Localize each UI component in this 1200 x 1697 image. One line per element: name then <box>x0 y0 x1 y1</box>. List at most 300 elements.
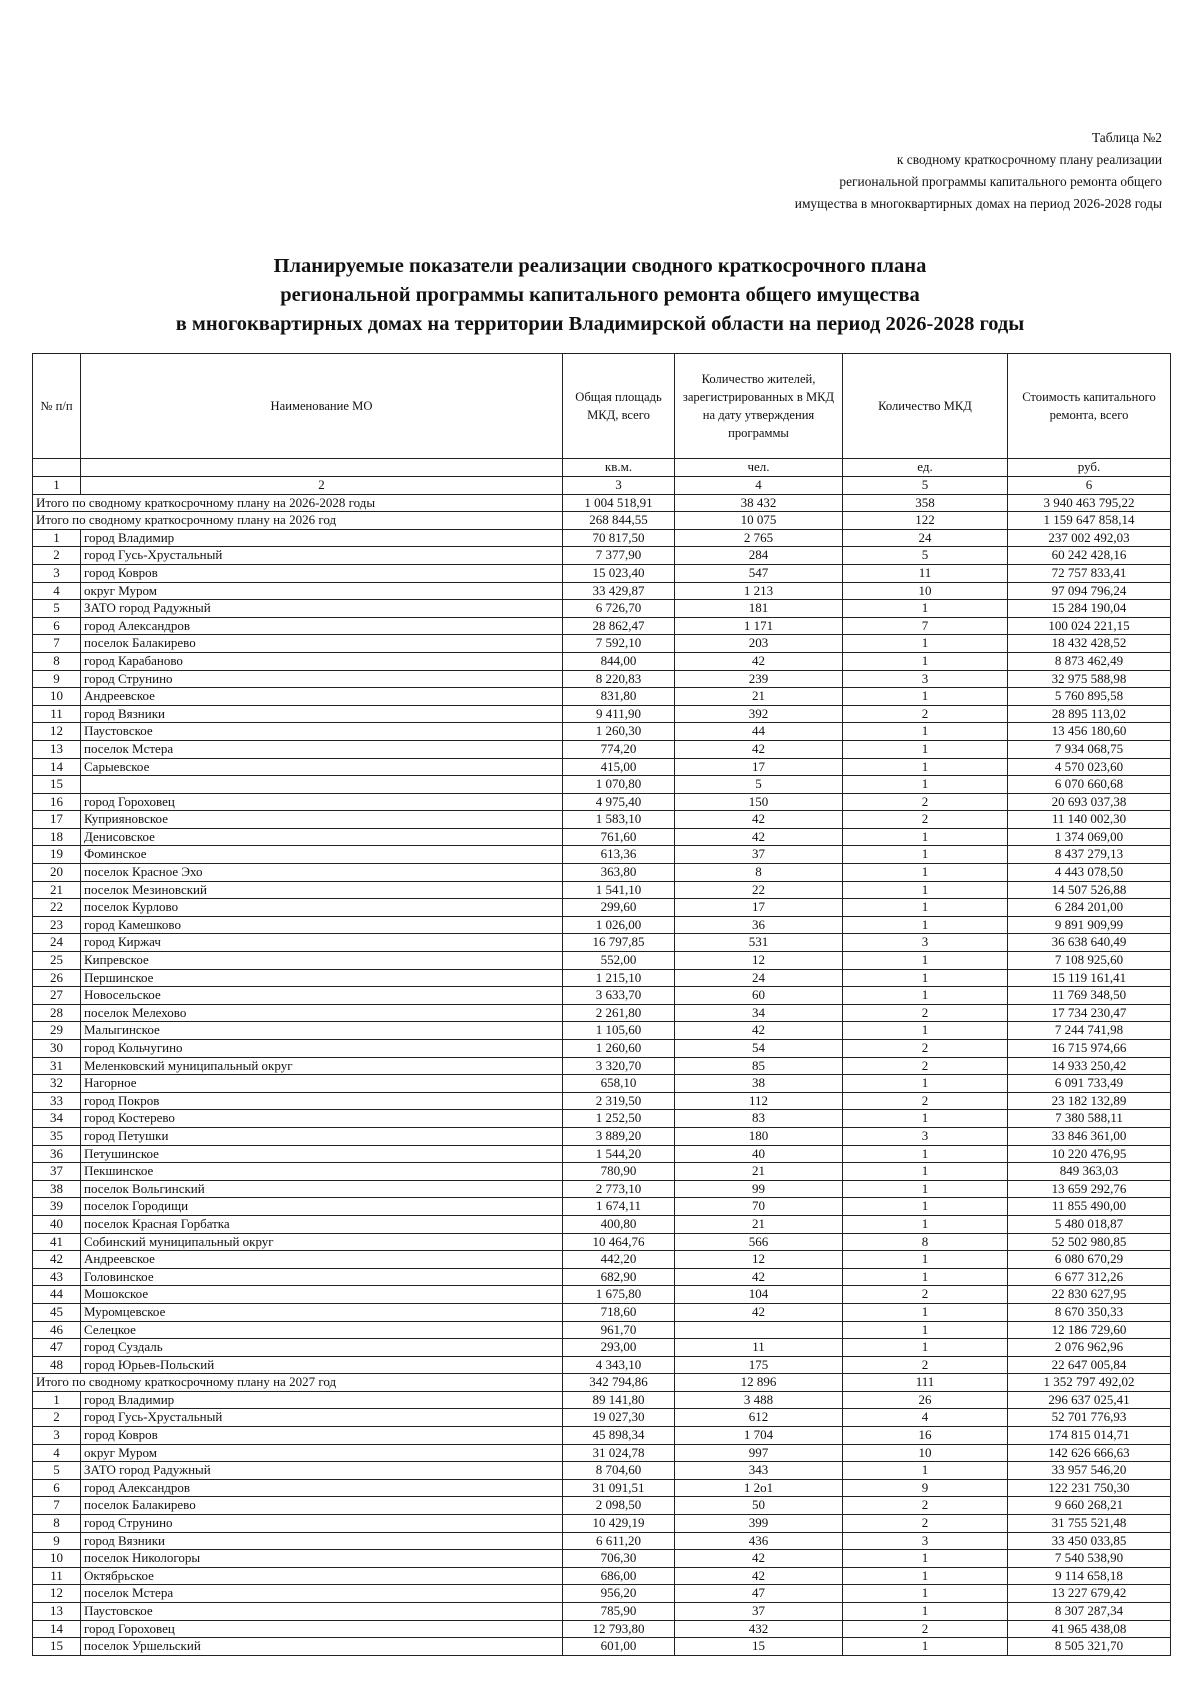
mkd-count-value: 1 <box>843 864 1008 882</box>
mkd-count-value: 1 <box>843 1251 1008 1269</box>
cost-value: 11 855 490,00 <box>1008 1198 1171 1216</box>
table-row <box>33 1004 1171 1022</box>
table-row <box>33 776 1171 794</box>
municipality-name: Першинское <box>81 969 563 987</box>
municipality-name: Мошокское <box>81 1286 563 1304</box>
cost-value: 5 480 018,87 <box>1008 1215 1171 1233</box>
cost-value: 15 119 161,41 <box>1008 969 1171 987</box>
unit-cell: чел. <box>675 459 843 477</box>
table-row <box>33 1303 1171 1321</box>
cost-value: 17 734 230,47 <box>1008 1004 1171 1022</box>
area-value: 2 773,10 <box>563 1180 675 1198</box>
table-row <box>33 1532 1171 1550</box>
table-row <box>33 1479 1171 1497</box>
residents-value: 42 <box>675 652 843 670</box>
table-row <box>33 1040 1171 1058</box>
area-value: 780,90 <box>563 1163 675 1181</box>
row-number: 25 <box>33 952 81 970</box>
row-number: 31 <box>33 1057 81 1075</box>
mkd-count-value: 1 <box>843 1075 1008 1093</box>
residents-value: 22 <box>675 881 843 899</box>
residents-value: 343 <box>675 1462 843 1480</box>
annex-note <box>562 127 1162 215</box>
residents-value: 34 <box>675 1004 843 1022</box>
residents-value: 1 704 <box>675 1427 843 1445</box>
municipality-name: город Суздаль <box>81 1339 563 1357</box>
municipality-name: Андреевское <box>81 688 563 706</box>
area-value: 785,90 <box>563 1603 675 1621</box>
unit-cell: руб. <box>1008 459 1171 477</box>
cost-value: 6 091 733,49 <box>1008 1075 1171 1093</box>
mkd-count-value: 1 <box>843 1303 1008 1321</box>
area-value: 1 674,11 <box>563 1198 675 1216</box>
mkd-count-value: 2 <box>843 1040 1008 1058</box>
table-row <box>33 1462 1171 1480</box>
row-number: 41 <box>33 1233 81 1251</box>
annex-line-3: региональной программы капитального ремонта общего <box>839 174 1162 189</box>
cost-value: 3 940 463 795,22 <box>1008 494 1171 512</box>
area-value: 1 675,80 <box>563 1286 675 1304</box>
cost-value: 60 242 428,16 <box>1008 547 1171 565</box>
cost-value: 7 380 588,11 <box>1008 1110 1171 1128</box>
area-value: 293,00 <box>563 1339 675 1357</box>
area-value: 1 541,10 <box>563 881 675 899</box>
cost-value: 14 507 526,88 <box>1008 881 1171 899</box>
cost-value: 8 307 287,34 <box>1008 1603 1171 1621</box>
cost-value: 23 182 132,89 <box>1008 1092 1171 1110</box>
table-row <box>33 1603 1171 1621</box>
table-row <box>33 1391 1171 1409</box>
mkd-count-value: 1 <box>843 1268 1008 1286</box>
cost-value: 8 505 321,70 <box>1008 1638 1171 1656</box>
table-row <box>33 1092 1171 1110</box>
residents-value: 566 <box>675 1233 843 1251</box>
table-row <box>33 1321 1171 1339</box>
unit-cell: кв.м. <box>563 459 675 477</box>
mkd-count-value: 1 <box>843 1215 1008 1233</box>
residents-value: 181 <box>675 600 843 618</box>
residents-value: 21 <box>675 1215 843 1233</box>
residents-value: 239 <box>675 670 843 688</box>
table-body <box>33 494 1171 1655</box>
area-value: 961,70 <box>563 1321 675 1339</box>
residents-value: 175 <box>675 1356 843 1374</box>
table-row <box>33 864 1171 882</box>
cost-value: 11 140 002,30 <box>1008 811 1171 829</box>
mkd-count-value: 7 <box>843 617 1008 635</box>
row-number: 10 <box>33 1550 81 1568</box>
mkd-count-value: 1 <box>843 1339 1008 1357</box>
cost-value: 11 769 348,50 <box>1008 987 1171 1005</box>
row-number: 24 <box>33 934 81 952</box>
residents-value: 42 <box>675 1268 843 1286</box>
residents-value: 15 <box>675 1638 843 1656</box>
table-row <box>33 758 1171 776</box>
residents-value: 399 <box>675 1515 843 1533</box>
cost-value: 15 284 190,04 <box>1008 600 1171 618</box>
area-value: 12 793,80 <box>563 1620 675 1638</box>
cost-value: 6 080 670,29 <box>1008 1251 1171 1269</box>
row-number: 12 <box>33 1585 81 1603</box>
table-row <box>33 617 1171 635</box>
municipality-name <box>81 776 563 794</box>
row-number: 46 <box>33 1321 81 1339</box>
area-value: 10 464,76 <box>563 1233 675 1251</box>
area-value: 2 098,50 <box>563 1497 675 1515</box>
municipality-name: город Кольчугино <box>81 1040 563 1058</box>
row-number: 14 <box>33 758 81 776</box>
row-number: 6 <box>33 617 81 635</box>
mkd-count-value: 1 <box>843 776 1008 794</box>
area-value: 682,90 <box>563 1268 675 1286</box>
municipality-name: Нагорное <box>81 1075 563 1093</box>
mkd-count-value: 2 <box>843 1057 1008 1075</box>
mkd-count-value: 11 <box>843 564 1008 582</box>
indicators-table <box>32 353 1171 1656</box>
residents-value: 12 896 <box>675 1374 843 1392</box>
row-number: 45 <box>33 1303 81 1321</box>
area-value: 1 583,10 <box>563 811 675 829</box>
municipality-name: город Струнино <box>81 1515 563 1533</box>
total-row <box>33 512 1171 530</box>
residents-value: 42 <box>675 1303 843 1321</box>
cost-value: 22 647 005,84 <box>1008 1356 1171 1374</box>
residents-value: 1 2о1 <box>675 1479 843 1497</box>
mkd-count-value: 1 <box>843 1180 1008 1198</box>
municipality-name: город Камешково <box>81 916 563 934</box>
row-number: 15 <box>33 1638 81 1656</box>
cost-value: 33 957 546,20 <box>1008 1462 1171 1480</box>
residents-value: 432 <box>675 1620 843 1638</box>
cost-value: 174 815 014,71 <box>1008 1427 1171 1445</box>
table-row <box>33 1145 1171 1163</box>
municipality-name: город Вязники <box>81 1532 563 1550</box>
cost-value: 13 659 292,76 <box>1008 1180 1171 1198</box>
cost-value: 142 626 666,63 <box>1008 1444 1171 1462</box>
municipality-name: Денисовское <box>81 828 563 846</box>
municipality-name: поселок Красное Эхо <box>81 864 563 882</box>
table-row <box>33 1567 1171 1585</box>
cost-value: 7 108 925,60 <box>1008 952 1171 970</box>
mkd-count-value: 2 <box>843 1004 1008 1022</box>
municipality-name: Новосельское <box>81 987 563 1005</box>
municipality-name: город Струнино <box>81 670 563 688</box>
table-row <box>33 1075 1171 1093</box>
row-number: 40 <box>33 1215 81 1233</box>
table-row <box>33 793 1171 811</box>
title-line-1: Планируемые показатели реализации сводного краткосрочного плана <box>273 255 927 277</box>
total-row <box>33 494 1171 512</box>
residents-value: 42 <box>675 1567 843 1585</box>
area-value: 831,80 <box>563 688 675 706</box>
row-number: 21 <box>33 881 81 899</box>
cost-value: 4 443 078,50 <box>1008 864 1171 882</box>
row-number: 35 <box>33 1127 81 1145</box>
area-value: 363,80 <box>563 864 675 882</box>
cost-value: 7 244 741,98 <box>1008 1022 1171 1040</box>
row-number: 38 <box>33 1180 81 1198</box>
area-value: 33 429,87 <box>563 582 675 600</box>
table-header-row <box>33 354 1171 459</box>
mkd-count-value: 1 <box>843 1462 1008 1480</box>
municipality-name: Октябрьское <box>81 1567 563 1585</box>
mkd-count-value: 1 <box>843 1321 1008 1339</box>
cost-value: 10 220 476,95 <box>1008 1145 1171 1163</box>
residents-value: 40 <box>675 1145 843 1163</box>
table-colnum-row <box>33 477 1171 495</box>
area-value: 658,10 <box>563 1075 675 1093</box>
table-row <box>33 846 1171 864</box>
area-value: 552,00 <box>563 952 675 970</box>
cost-value: 8 670 350,33 <box>1008 1303 1171 1321</box>
row-number: 36 <box>33 1145 81 1163</box>
residents-value: 531 <box>675 934 843 952</box>
row-number: 16 <box>33 793 81 811</box>
municipality-name: поселок Мстера <box>81 1585 563 1603</box>
mkd-count-value: 1 <box>843 846 1008 864</box>
municipality-name: поселок Красная Горбатка <box>81 1215 563 1233</box>
area-value: 686,00 <box>563 1567 675 1585</box>
mkd-count-value: 1 <box>843 1145 1008 1163</box>
row-number: 1 <box>33 529 81 547</box>
mkd-count-value: 2 <box>843 705 1008 723</box>
colnum-cell: 6 <box>1008 477 1171 495</box>
mkd-count-value: 2 <box>843 1515 1008 1533</box>
area-value: 16 797,85 <box>563 934 675 952</box>
area-value: 1 105,60 <box>563 1022 675 1040</box>
header-number: № п/п <box>33 354 81 459</box>
residents-value: 42 <box>675 1022 843 1040</box>
table-units-row <box>33 459 1171 477</box>
area-value: 442,20 <box>563 1251 675 1269</box>
residents-value: 42 <box>675 811 843 829</box>
municipality-name: город Карабаново <box>81 652 563 670</box>
cost-value: 13 227 679,42 <box>1008 1585 1171 1603</box>
municipality-name: город Александров <box>81 1479 563 1497</box>
municipality-name: Андреевское <box>81 1251 563 1269</box>
municipality-name: Фоминское <box>81 846 563 864</box>
row-number: 12 <box>33 723 81 741</box>
area-value: 706,30 <box>563 1550 675 1568</box>
table-row <box>33 582 1171 600</box>
annex-line-2: к сводному краткосрочному плану реализации <box>896 152 1162 167</box>
mkd-count-value: 1 <box>843 881 1008 899</box>
cost-value: 33 450 033,85 <box>1008 1532 1171 1550</box>
mkd-count-value: 122 <box>843 512 1008 530</box>
row-number: 19 <box>33 846 81 864</box>
mkd-count-value: 1 <box>843 1022 1008 1040</box>
total-label: Итого по сводному краткосрочному плану на 2026 год <box>33 512 563 530</box>
area-value: 45 898,34 <box>563 1427 675 1445</box>
area-value: 1 260,30 <box>563 723 675 741</box>
area-value: 718,60 <box>563 1303 675 1321</box>
mkd-count-value: 1 <box>843 987 1008 1005</box>
area-value: 4 975,40 <box>563 793 675 811</box>
area-value: 299,60 <box>563 899 675 917</box>
table-row <box>33 635 1171 653</box>
area-value: 1 260,60 <box>563 1040 675 1058</box>
header-area: Общая площадь МКД, всего <box>563 354 675 459</box>
header-cost: Стоимость капитального ремонта, всего <box>1008 354 1171 459</box>
row-number: 47 <box>33 1339 81 1357</box>
residents-value: 99 <box>675 1180 843 1198</box>
row-number: 2 <box>33 1409 81 1427</box>
table-row <box>33 1638 1171 1656</box>
row-number: 23 <box>33 916 81 934</box>
row-number: 15 <box>33 776 81 794</box>
cost-value: 52 701 776,93 <box>1008 1409 1171 1427</box>
table-row <box>33 952 1171 970</box>
cost-value: 1 352 797 492,02 <box>1008 1374 1171 1392</box>
table-row <box>33 1233 1171 1251</box>
cost-value: 12 186 729,60 <box>1008 1321 1171 1339</box>
table-row <box>33 1356 1171 1374</box>
table-row <box>33 564 1171 582</box>
cost-value: 97 094 796,24 <box>1008 582 1171 600</box>
total-label: Итого по сводному краткосрочному плану на 2027 год <box>33 1374 563 1392</box>
colnum-cell: 5 <box>843 477 1008 495</box>
municipality-name: Головинское <box>81 1268 563 1286</box>
municipality-name: округ Муром <box>81 1444 563 1462</box>
cost-value: 5 760 895,58 <box>1008 688 1171 706</box>
table-row <box>33 1110 1171 1128</box>
residents-value: 42 <box>675 740 843 758</box>
colnum-cell: 3 <box>563 477 675 495</box>
row-number: 14 <box>33 1620 81 1638</box>
mkd-count-value: 24 <box>843 529 1008 547</box>
municipality-name: поселок Уршельский <box>81 1638 563 1656</box>
table-row <box>33 723 1171 741</box>
residents-value: 21 <box>675 1163 843 1181</box>
area-value: 601,00 <box>563 1638 675 1656</box>
mkd-count-value: 3 <box>843 934 1008 952</box>
unit-cell <box>33 459 81 477</box>
mkd-count-value: 2 <box>843 793 1008 811</box>
unit-cell <box>81 459 563 477</box>
residents-value: 83 <box>675 1110 843 1128</box>
residents-value: 5 <box>675 776 843 794</box>
mkd-count-value: 9 <box>843 1479 1008 1497</box>
table-row <box>33 1286 1171 1304</box>
mkd-count-value: 3 <box>843 1127 1008 1145</box>
area-value: 400,80 <box>563 1215 675 1233</box>
row-number: 11 <box>33 705 81 723</box>
area-value: 3 889,20 <box>563 1127 675 1145</box>
municipality-name: город Ковров <box>81 1427 563 1445</box>
cost-value: 41 965 438,08 <box>1008 1620 1171 1638</box>
table-row <box>33 600 1171 618</box>
municipality-name: Сарыевское <box>81 758 563 776</box>
colnum-cell: 4 <box>675 477 843 495</box>
table-row <box>33 1515 1171 1533</box>
row-number: 42 <box>33 1251 81 1269</box>
residents-value: 85 <box>675 1057 843 1075</box>
area-value: 28 862,47 <box>563 617 675 635</box>
row-number: 39 <box>33 1198 81 1216</box>
mkd-count-value: 3 <box>843 670 1008 688</box>
mkd-count-value: 1 <box>843 1603 1008 1621</box>
area-value: 2 319,50 <box>563 1092 675 1110</box>
area-value: 1 026,00 <box>563 916 675 934</box>
residents-value: 612 <box>675 1409 843 1427</box>
residents-value: 44 <box>675 723 843 741</box>
table-row <box>33 1585 1171 1603</box>
table-row <box>33 1057 1171 1075</box>
mkd-count-value: 1 <box>843 1638 1008 1656</box>
row-number: 9 <box>33 1532 81 1550</box>
mkd-count-value: 1 <box>843 688 1008 706</box>
mkd-count-value: 111 <box>843 1374 1008 1392</box>
cost-value: 72 757 833,41 <box>1008 564 1171 582</box>
area-value: 6 726,70 <box>563 600 675 618</box>
municipality-name: Меленковский муниципальный округ <box>81 1057 563 1075</box>
residents-value: 104 <box>675 1286 843 1304</box>
residents-value: 47 <box>675 1585 843 1603</box>
cost-value: 6 284 201,00 <box>1008 899 1171 917</box>
municipality-name: город Вязники <box>81 705 563 723</box>
area-value: 3 320,70 <box>563 1057 675 1075</box>
cost-value: 16 715 974,66 <box>1008 1040 1171 1058</box>
municipality-name: город Костерево <box>81 1110 563 1128</box>
municipality-name: Собинский муниципальный округ <box>81 1233 563 1251</box>
municipality-name: Паустовское <box>81 723 563 741</box>
area-value: 8 704,60 <box>563 1462 675 1480</box>
row-number: 5 <box>33 600 81 618</box>
mkd-count-value: 1 <box>843 600 1008 618</box>
residents-value: 2 765 <box>675 529 843 547</box>
area-value: 89 141,80 <box>563 1391 675 1409</box>
row-number: 4 <box>33 582 81 600</box>
municipality-name: Селецкое <box>81 1321 563 1339</box>
residents-value: 8 <box>675 864 843 882</box>
cost-value: 6 070 660,68 <box>1008 776 1171 794</box>
area-value: 844,00 <box>563 652 675 670</box>
table-row <box>33 1550 1171 1568</box>
municipality-name: поселок Вольгинский <box>81 1180 563 1198</box>
title-line-3: в многоквартирных домах на территории Владимирской области на период 2026-2028 годы <box>175 313 1025 335</box>
residents-value: 24 <box>675 969 843 987</box>
area-value: 1 004 518,91 <box>563 494 675 512</box>
residents-value: 1 171 <box>675 617 843 635</box>
municipality-name: Куприяновское <box>81 811 563 829</box>
cost-value: 6 677 312,26 <box>1008 1268 1171 1286</box>
area-value: 7 592,10 <box>563 635 675 653</box>
table-row <box>33 652 1171 670</box>
cost-value: 22 830 627,95 <box>1008 1286 1171 1304</box>
cost-value: 100 024 221,15 <box>1008 617 1171 635</box>
cost-value: 7 934 068,75 <box>1008 740 1171 758</box>
residents-value: 203 <box>675 635 843 653</box>
residents-value: 21 <box>675 688 843 706</box>
municipality-name: город Петушки <box>81 1127 563 1145</box>
row-number: 9 <box>33 670 81 688</box>
mkd-count-value: 1 <box>843 740 1008 758</box>
municipality-name: поселок Городищи <box>81 1198 563 1216</box>
area-value: 2 261,80 <box>563 1004 675 1022</box>
mkd-count-value: 1 <box>843 723 1008 741</box>
municipality-name: город Владимир <box>81 1391 563 1409</box>
annex-line-4: имущества в многоквартирных домах на период 2026-2028 годы <box>794 196 1162 211</box>
area-value: 31 024,78 <box>563 1444 675 1462</box>
row-number: 1 <box>33 1391 81 1409</box>
header-municipality: Наименование МО <box>81 354 563 459</box>
area-value: 1 070,80 <box>563 776 675 794</box>
mkd-count-value: 1 <box>843 1585 1008 1603</box>
municipality-name: город Александров <box>81 617 563 635</box>
mkd-count-value: 1 <box>843 652 1008 670</box>
row-number: 26 <box>33 969 81 987</box>
row-number: 10 <box>33 688 81 706</box>
